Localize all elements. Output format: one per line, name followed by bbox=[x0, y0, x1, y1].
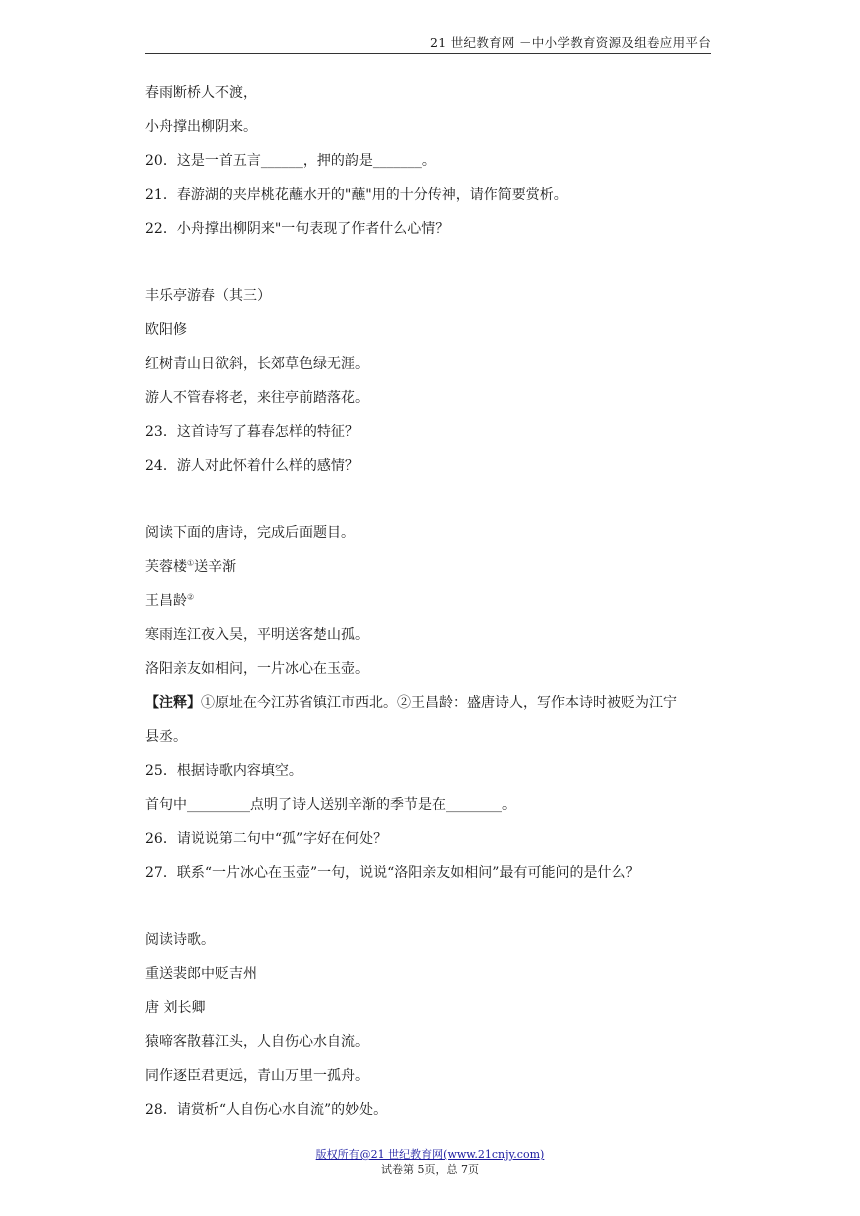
annotation bbox=[145, 686, 725, 720]
question-27: 27．联系“一片冰心在玉壶”一句，说说“洛阳亲友如相问”最有可能问的是什么？ bbox=[145, 865, 640, 881]
page-header: 21 世纪教育网 －中小学教育资源及组卷应用平台 bbox=[145, 34, 711, 54]
poem-line: 同作逐臣君更远，青山万里一孤舟。 bbox=[145, 1068, 369, 1084]
poem-line: 洛阳亲友如相问，一片冰心在玉壶。 bbox=[145, 661, 369, 677]
poem-title-main: 芙蓉楼 bbox=[145, 559, 187, 575]
question-21: 21．春游湖的夹岸桃花蘸水开的"蘸"用的十分传神，请作简要赏析。 bbox=[145, 187, 568, 203]
annotation-text: ①原址在今江苏省镇江市西北。②王昌龄：盛唐诗人，写作本诗时被贬为江宁 bbox=[201, 695, 677, 711]
footnote-marker: ② bbox=[187, 592, 195, 602]
poem-line: 红树青山日欲斜，长郊草色绿无涯。 bbox=[145, 356, 369, 372]
poem-title: 重送裴郎中贬吉州 bbox=[145, 966, 257, 982]
question-22: 22．小舟撑出柳阴来"一句表现了作者什么心情？ bbox=[145, 221, 450, 237]
reading-instruction: 阅读诗歌。 bbox=[145, 932, 215, 948]
poem-title: 丰乐亭游春（其三） bbox=[145, 288, 271, 304]
poem-title bbox=[145, 550, 725, 584]
poem-line: 春雨断桥人不渡， bbox=[145, 85, 257, 101]
document-body bbox=[145, 76, 725, 1127]
poem-line: 猿啼客散暮江头，人自伤心水自流。 bbox=[145, 1034, 369, 1050]
annotation-label: 【注释】 bbox=[145, 695, 201, 711]
page-number: 试卷第 5页，总 7页 bbox=[381, 1163, 479, 1176]
copyright-link[interactable]: 版权所有@21 世纪教育网(www.21cnjy.com) bbox=[315, 1148, 545, 1161]
question-24: 24．游人对此怀着什么样的感情？ bbox=[145, 458, 359, 474]
poem-line: 寒雨连江夜入吴，平明送客楚山孤。 bbox=[145, 627, 369, 643]
poem-line: 小舟撑出柳阴来。 bbox=[145, 119, 257, 135]
poem-title-rest: 送辛渐 bbox=[194, 559, 237, 575]
question-26: 26．请说说第二句中“孤”字好在何处？ bbox=[145, 831, 388, 847]
footnote-marker: ① bbox=[187, 558, 195, 568]
poem-author-name: 王昌龄 bbox=[145, 593, 187, 609]
poem-author bbox=[145, 584, 725, 618]
question-25-fill: 首句中_________点明了诗人送别辛渐的季节是在________。 bbox=[145, 797, 516, 813]
reading-instruction: 阅读下面的唐诗，完成后面题目。 bbox=[145, 525, 355, 541]
poem-author: 唐 刘长卿 bbox=[145, 1000, 206, 1016]
poem-author: 欧阳修 bbox=[145, 322, 187, 338]
poem-line: 游人不管春将老，来往亭前踏落花。 bbox=[145, 390, 369, 406]
question-20: 20．这是一首五言______，押的韵是_______。 bbox=[145, 153, 436, 169]
annotation-continued: 县丞。 bbox=[145, 729, 187, 745]
question-25: 25．根据诗歌内容填空。 bbox=[145, 763, 303, 779]
question-28: 28．请赏析“人自伤心水自流”的妙处。 bbox=[145, 1102, 388, 1118]
question-23: 23．这首诗写了暮春怎样的特征？ bbox=[145, 424, 359, 440]
